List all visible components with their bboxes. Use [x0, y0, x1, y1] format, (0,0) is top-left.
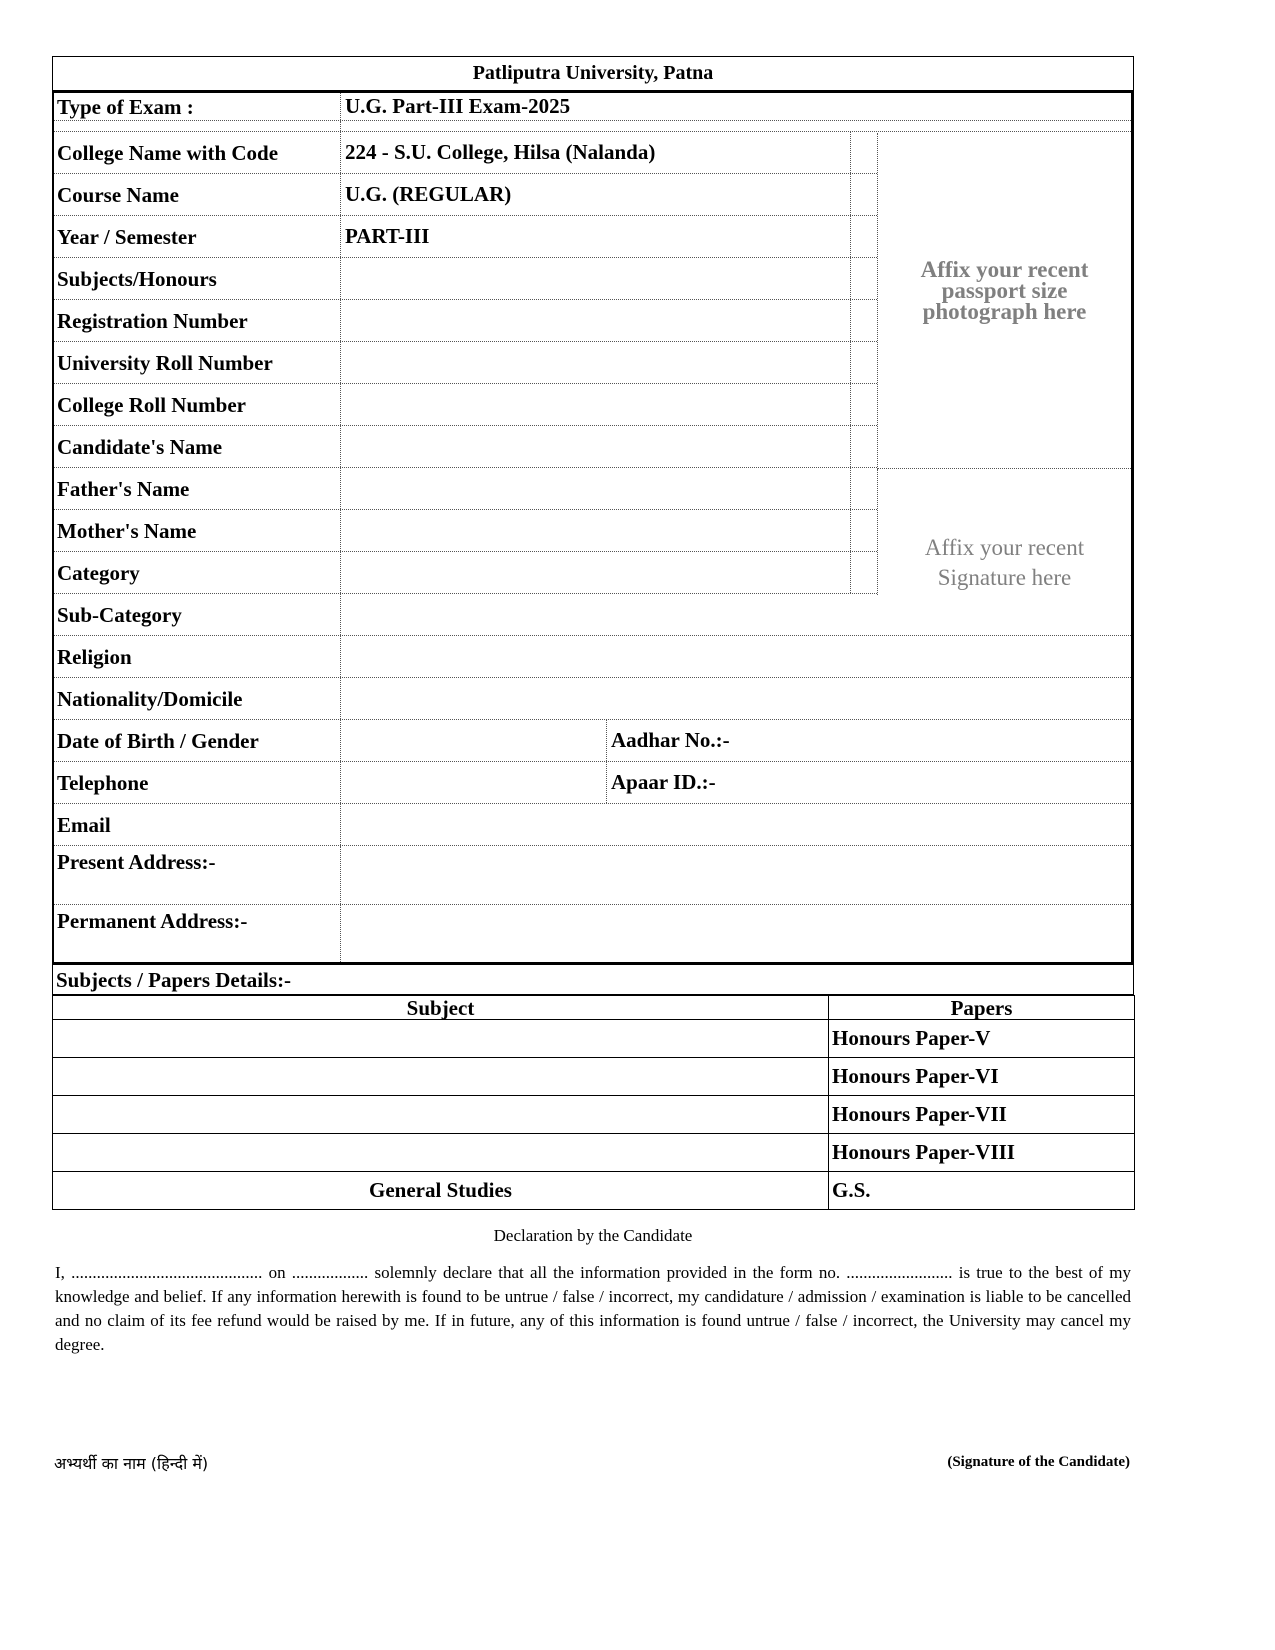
subject-column-header: Subject: [53, 996, 829, 1020]
registration-label: Registration Number: [54, 300, 341, 341]
registration-field[interactable]: [341, 300, 851, 341]
paper-cell: G.S.: [829, 1172, 1135, 1210]
subject-cell[interactable]: [53, 1058, 829, 1096]
table-row: [53, 1058, 1135, 1096]
dob-row: [54, 720, 1131, 762]
spacer-cell: [54, 121, 341, 131]
category-label: Category: [54, 552, 341, 593]
candidate-signature-label: (Signature of the Candidate): [947, 1454, 1130, 1470]
telephone-label: Telephone: [54, 762, 341, 803]
telephone-field[interactable]: [341, 762, 607, 803]
paper-cell: Honours Paper-V: [829, 1020, 1135, 1058]
candidate-details-box: [52, 90, 1134, 965]
aadhar-label[interactable]: Aadhar No.:-: [611, 728, 730, 752]
photo-line: Affix your recent: [920, 257, 1089, 282]
college-value[interactable]: 224 - S.U. College, Hilsa (Nalanda): [341, 132, 851, 173]
hindi-name-label: अभ्यर्थी का नाम (हिन्दी में): [54, 1454, 209, 1473]
spacer-row: [54, 121, 1131, 132]
permanent-address-field[interactable]: [341, 905, 1131, 962]
spacer-cell: [341, 121, 1131, 131]
papers-table: [52, 995, 1135, 1210]
dob-label: Date of Birth / Gender: [54, 720, 341, 761]
father-name-label: Father's Name: [54, 468, 341, 509]
permanent-address-label: Permanent Address:-: [54, 905, 341, 962]
telephone-row: [54, 762, 1131, 804]
email-label: Email: [54, 804, 341, 845]
sub-category-field[interactable]: [341, 594, 1131, 635]
present-address-row: [54, 846, 1131, 905]
university-title: Patliputra University, Patna: [52, 56, 1134, 90]
exam-type-row: [54, 93, 1131, 121]
subject-cell[interactable]: [53, 1020, 829, 1058]
candidate-name-field[interactable]: [341, 426, 851, 467]
exam-type-value: U.G. Part-III Exam-2025: [345, 94, 571, 118]
papers-column-header: Papers: [829, 996, 1135, 1020]
course-value[interactable]: U.G. (REGULAR): [341, 174, 851, 215]
mother-name-field[interactable]: [341, 510, 851, 551]
candidate-name-label: Candidate's Name: [54, 426, 341, 467]
univ-roll-field[interactable]: [341, 342, 851, 383]
table-row: [53, 1096, 1135, 1134]
college-label: College Name with Code: [54, 132, 341, 173]
exam-type-label: Type of Exam :: [54, 93, 341, 120]
college-roll-label: College Roll Number: [54, 384, 341, 425]
subject-cell[interactable]: [53, 1134, 829, 1172]
religion-field[interactable]: [341, 636, 1131, 677]
paper-cell: Honours Paper-VII: [829, 1096, 1135, 1134]
dob-field[interactable]: [341, 720, 607, 761]
religion-label: Religion: [54, 636, 341, 677]
category-field[interactable]: [341, 552, 851, 593]
papers-header-row: [53, 996, 1135, 1020]
subjects-field[interactable]: [341, 258, 851, 299]
religion-row: [54, 636, 1131, 678]
year-value[interactable]: PART-III: [341, 216, 851, 257]
table-row: [53, 1020, 1135, 1058]
table-row: [53, 1172, 1135, 1210]
photo-line: photograph here: [922, 299, 1087, 324]
sub-category-row: [54, 594, 1131, 636]
subjects-papers-heading: Subjects / Papers Details:-: [52, 965, 1134, 995]
apaar-label[interactable]: Apaar ID.:-: [611, 770, 716, 794]
present-address-field[interactable]: [341, 846, 1131, 904]
email-row: [54, 804, 1131, 846]
email-field[interactable]: [341, 804, 1131, 845]
signature-placeholder: [877, 469, 1131, 595]
nationality-field[interactable]: [341, 678, 1131, 719]
sub-category-label: Sub-Category: [54, 594, 341, 635]
univ-roll-label: University Roll Number: [54, 342, 341, 383]
nationality-row: [54, 678, 1131, 720]
photo-placeholder: [877, 133, 1131, 469]
college-roll-field[interactable]: [341, 384, 851, 425]
permanent-address-row: [54, 905, 1131, 962]
mother-name-label: Mother's Name: [54, 510, 341, 551]
paper-cell: Honours Paper-VIII: [829, 1134, 1135, 1172]
table-row: [53, 1134, 1135, 1172]
signature-line: Affix your recent: [924, 535, 1085, 560]
subjects-label: Subjects/Honours: [54, 258, 341, 299]
father-name-field[interactable]: [341, 468, 851, 509]
subject-cell[interactable]: [53, 1096, 829, 1134]
admission-form: [52, 56, 1134, 1357]
year-label: Year / Semester: [54, 216, 341, 257]
course-label: Course Name: [54, 174, 341, 215]
signature-line: Signature here: [937, 565, 1072, 590]
subject-cell: General Studies: [53, 1172, 829, 1210]
declaration-text: I, ............................................. on .................. solemnly declare that all the information provided in the form no. ......................... is true to the best of my knowledge and belief. If any information herewith is found to be untrue / false / incorrect, my candidature / admission / examination is liable to be cancelled and no claim of its fee refund would be raised by me. If in future, any of this information is found untrue / false / incorrect, the University may cancel my degree.: [55, 1263, 1131, 1354]
nationality-label: Nationality/Domicile: [54, 678, 341, 719]
photo-line: passport size: [941, 278, 1068, 303]
paper-cell: Honours Paper-VI: [829, 1058, 1135, 1096]
present-address-label: Present Address:-: [54, 846, 341, 904]
declaration-title: Declaration by the Candidate: [493, 1226, 693, 1245]
